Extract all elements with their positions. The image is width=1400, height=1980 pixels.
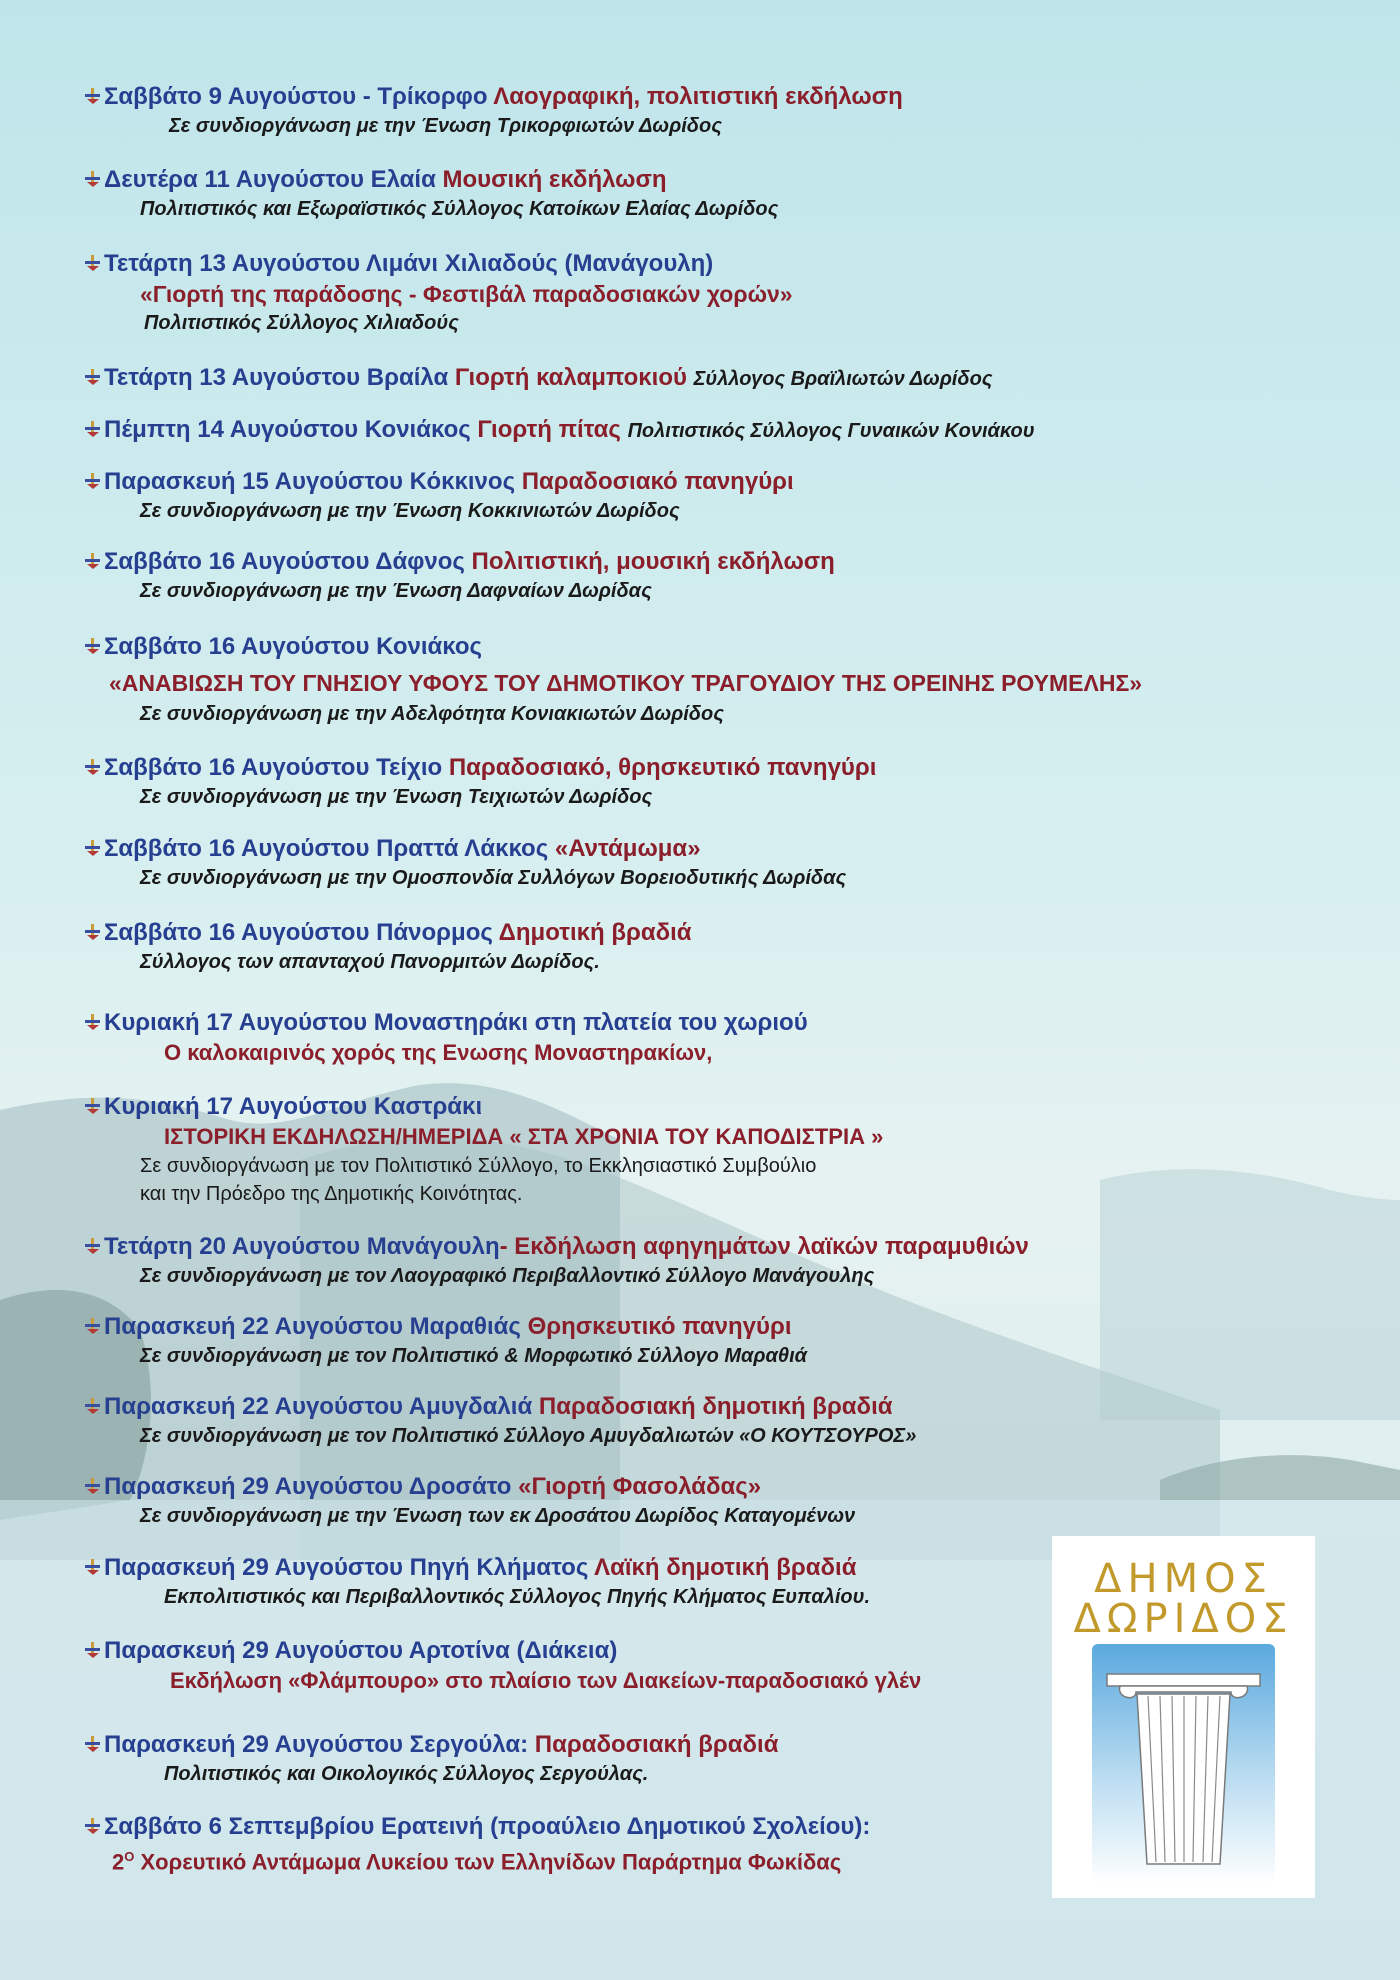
- list-arrow-bullet-icon: [84, 254, 102, 272]
- event-day: Τετάρτη 13 Αυγούστου Βραίλα: [104, 364, 449, 391]
- list-arrow-bullet-icon: [84, 1735, 102, 1753]
- event-item: [84, 1812, 870, 1877]
- list-arrow-bullet-icon: [84, 1397, 102, 1415]
- event-description: «Γιορτή Φασολάδας»: [518, 1473, 762, 1500]
- list-arrow-bullet-icon: [84, 1817, 102, 1835]
- event-organizer-continued: και την Πρόεδρο της Δημοτικής Κοινότητας.: [140, 1183, 523, 1205]
- event-organizer: Πολιτιστικός και Οικολογικός Σύλλογος Σεργούλας.: [164, 1763, 649, 1785]
- list-arrow-bullet-icon: [84, 637, 102, 655]
- event-organizer: Σε συνδιοργάνωση με την Ένωση των εκ Δροσάτου Δωρίδος Καταγομένων: [140, 1505, 856, 1527]
- event-day: Κυριακή 17 Αυγούστου Μοναστηράκι στη πλατεία του χωριού: [104, 1009, 808, 1036]
- event-day: Παρασκευή 29 Αυγούστου Αρτοτίνα (Διάκεια): [104, 1637, 618, 1664]
- event-organizer: Σε συνδιοργάνωση με την Ένωση Δαφναίων Δωρίδας: [140, 580, 652, 602]
- list-arrow-bullet-icon: [84, 87, 102, 105]
- list-arrow-bullet-icon: [84, 1641, 102, 1659]
- event-item: [84, 82, 903, 140]
- event-item: [84, 1553, 870, 1611]
- ionic-column-icon: [1092, 1644, 1275, 1884]
- event-item: [84, 632, 1142, 728]
- event-item: [84, 918, 692, 976]
- event-day: Σαββάτο 16 Αυγούστου Πάνορμος: [104, 919, 493, 946]
- event-description: Εκδήλωση «Φλάμπουρο» στο πλαίσιο των Διακείων-παραδοσιακό γλέν: [170, 1668, 922, 1693]
- event-description: Παραδοσιακό πανηγύρι: [521, 468, 794, 495]
- event-item: [84, 1636, 921, 1696]
- event-day: Τετάρτη 13 Αυγούστου Λιμάνι Χιλιαδούς (Μανάγουλη): [104, 250, 714, 277]
- event-day: Πέμπτη 14 Αυγούστου Κονιάκος: [104, 416, 471, 443]
- event-description: - Εκδήλωση αφηγημάτων λαϊκών παραμυθιών: [499, 1233, 1029, 1260]
- event-description: Λαϊκή δημοτική βραδιά: [594, 1554, 857, 1581]
- event-day: Σαββάτο 16 Αυγούστου Κονιάκος: [104, 633, 483, 660]
- event-day: Σαββάτο 6 Σεπτεμβρίου Ερατεινή (προαύλειο Δημοτικού Σχολείου):: [104, 1813, 871, 1840]
- event-description: ΙΣΤΟΡΙΚΗ ΕΚΔΗΛΩΣΗ/ΗΜΕΡΙΔΑ « ΣΤΑ ΧΡΟΝΙΑ ΤΟΥ ΚΑΠΟΔΙΣΤΡΙΑ »: [164, 1124, 884, 1149]
- event-day: Παρασκευή 29 Αυγούστου Πηγή Κλήματος: [104, 1554, 589, 1581]
- event-item: [84, 1232, 1029, 1290]
- event-organizer: Σε συνδιοργάνωση με την Ένωση Τειχιωτών Δωρίδος: [140, 786, 653, 808]
- list-arrow-bullet-icon: [84, 1013, 102, 1031]
- event-day: Δευτέρα 11 Αυγούστου Ελαία: [104, 166, 436, 193]
- event-organizer: Σύλλογος Βραϊλιωτών Δωρίδος: [693, 368, 993, 390]
- municipality-logo: [1052, 1536, 1315, 1898]
- ordinal-superscript: Ο: [124, 1849, 135, 1864]
- event-item: [84, 1008, 808, 1068]
- list-arrow-bullet-icon: [84, 1237, 102, 1255]
- event-day: Παρασκευή 22 Αυγούστου Μαραθιάς: [104, 1313, 521, 1340]
- event-organizer: Σε συνδιοργάνωση με την Ένωση Τρικορφιωτών Δωρίδος: [169, 115, 722, 137]
- event-organizer: Σε συνδιοργάνωση με την Ομοσπονδία Συλλόγων Βορειοδυτικής Δωρίδας: [140, 867, 847, 889]
- list-arrow-bullet-icon: [84, 1558, 102, 1576]
- event-item: [84, 249, 793, 337]
- event-day: Σαββάτο 16 Αυγούστου Τείχιο: [104, 754, 443, 781]
- list-arrow-bullet-icon: [84, 923, 102, 941]
- event-organizer: Σε συνδιοργάνωση με την Ένωση Κοκκινιωτών Δωρίδος: [140, 500, 680, 522]
- event-description: Γιορτή καλαμποκιού: [454, 364, 687, 391]
- event-day: Παρασκευή 29 Αυγούστου Σεργούλα:: [104, 1731, 529, 1758]
- list-arrow-bullet-icon: [84, 472, 102, 490]
- event-item: [84, 1092, 883, 1208]
- event-description: Λαογραφική, πολιτιστική εκδήλωση: [493, 83, 903, 110]
- event-organizer: Σε συνδιοργάνωση με τον Πολιτιστικό Σύλλογο Αμυγδαλιωτών «Ο ΚΟΥΤΣΟΥΡΟΣ»: [140, 1425, 917, 1447]
- list-arrow-bullet-icon: [84, 170, 102, 188]
- event-description: Παραδοσιακή δημοτική βραδιά: [538, 1393, 893, 1420]
- event-organizer: Πολιτιστικός και Εξωραϊστικός Σύλλογος Κατοίκων Ελαίας Δωρίδος: [140, 198, 779, 220]
- logo-line-2: ΔΩΡΙΔΟΣ: [1073, 1596, 1294, 1642]
- event-day: Κυριακή 17 Αυγούστου Καστράκι: [104, 1093, 483, 1120]
- event-day: Παρασκευή 29 Αυγούστου Δροσάτο: [104, 1473, 512, 1500]
- list-arrow-bullet-icon: [84, 552, 102, 570]
- event-item: [84, 467, 794, 525]
- event-item: [84, 363, 992, 393]
- event-organizer: Πολιτιστικός Σύλλογος Χιλιαδούς: [144, 312, 459, 334]
- event-organizer: Σε συνδιοργάνωση με τον Λαογραφικό Περιβαλλοντικό Σύλλογο Μανάγουλης: [140, 1265, 875, 1287]
- event-day: Σαββάτο 16 Αυγούστου Δάφνος: [104, 548, 465, 575]
- event-item: [84, 753, 876, 811]
- event-description: Παραδοσιακή βραδιά: [534, 1731, 779, 1758]
- event-item: [84, 547, 835, 605]
- list-arrow-bullet-icon: [84, 1477, 102, 1495]
- event-organizer: Σε συνδιοργάνωση με την Αδελφότητα Κονιακιωτών Δωρίδος: [140, 703, 724, 725]
- event-organizer: Πολιτιστικός Σύλλογος Γυναικών Κονιάκου: [627, 420, 1035, 442]
- ordinal-number: 2: [112, 1849, 125, 1875]
- event-description: Πολιτιστική, μουσική εκδήλωση: [471, 548, 835, 575]
- event-description: «Γιορτή της παράδοσης - Φεστιβάλ παραδοσιακών χορών»: [140, 281, 793, 307]
- event-item: [84, 1730, 778, 1788]
- event-description: Μουσική εκδήλωση: [442, 166, 667, 193]
- event-item: [84, 165, 778, 223]
- event-item: [84, 1472, 855, 1530]
- event-organizer: Σε συνδιοργάνωση με τον Πολιτιστικό Σύλλογο, το Εκκλησιαστικό Συμβούλιο: [140, 1155, 817, 1177]
- event-item: [84, 834, 846, 892]
- event-item: [84, 1312, 807, 1370]
- event-item: [84, 1392, 916, 1450]
- event-day: Παρασκευή 15 Αυγούστου Κόκκινος: [104, 468, 516, 495]
- list-arrow-bullet-icon: [84, 1317, 102, 1335]
- event-day: Τετάρτη 20 Αυγούστου Μανάγουλη: [104, 1233, 500, 1260]
- event-description: Δημοτική βραδιά: [498, 919, 692, 946]
- event-day: Σαββάτο 9 Αυγούστου - Τρίκορφο: [104, 83, 488, 110]
- event-description: «ΑΝΑΒΙΩΣΗ ΤΟΥ ΓΝΗΣΙΟΥ ΥΦΟΥΣ ΤΟΥ ΔΗΜΟΤΙΚΟΥ ΤΡΑΓΟΥΔΙΟΥ ΤΗΣ ΟΡΕΙΝΗΣ ΡΟΥΜΕΛΗΣ»: [109, 670, 1143, 696]
- logo-line-1: ΔΗΜΟΣ: [1094, 1556, 1273, 1602]
- event-day: Σαββάτο 16 Αυγούστου Πραττά Λάκκος: [104, 835, 549, 862]
- list-arrow-bullet-icon: [84, 368, 102, 386]
- event-item: [84, 415, 1035, 445]
- event-description: «Αντάμωμα»: [554, 835, 701, 862]
- event-organizer: Εκπολιτιστικός και Περιβαλλοντικός Σύλλογος Πηγής Κλήματος Ευπαλίου.: [164, 1586, 871, 1608]
- list-arrow-bullet-icon: [84, 839, 102, 857]
- event-description: Παραδοσιακό, θρησκευτικό πανηγύρι: [448, 754, 877, 781]
- list-arrow-bullet-icon: [84, 758, 102, 776]
- event-description: Γιορτή πίτας: [477, 416, 621, 443]
- list-arrow-bullet-icon: [84, 1097, 102, 1115]
- event-description: Χορευτικό Αντάμωμα Λυκείου των Ελληνίδων Παράρτημα Φωκίδας: [140, 1849, 842, 1875]
- event-description: Ο καλοκαιρινός χορός της Ενωσης Μοναστηρακίων,: [164, 1040, 713, 1065]
- list-arrow-bullet-icon: [84, 420, 102, 438]
- event-description: Θρησκευτικό πανηγύρι: [527, 1313, 792, 1340]
- event-organizer: Σε συνδιοργάνωση με τον Πολιτιστικό & Μορφωτικό Σύλλογο Μαραθιά: [140, 1345, 808, 1367]
- event-organizer: Σύλλογος των απανταχού Πανορμιτών Δωρίδος.: [140, 951, 600, 973]
- event-day: Παρασκευή 22 Αυγούστου Αμυγδαλιά: [104, 1393, 533, 1420]
